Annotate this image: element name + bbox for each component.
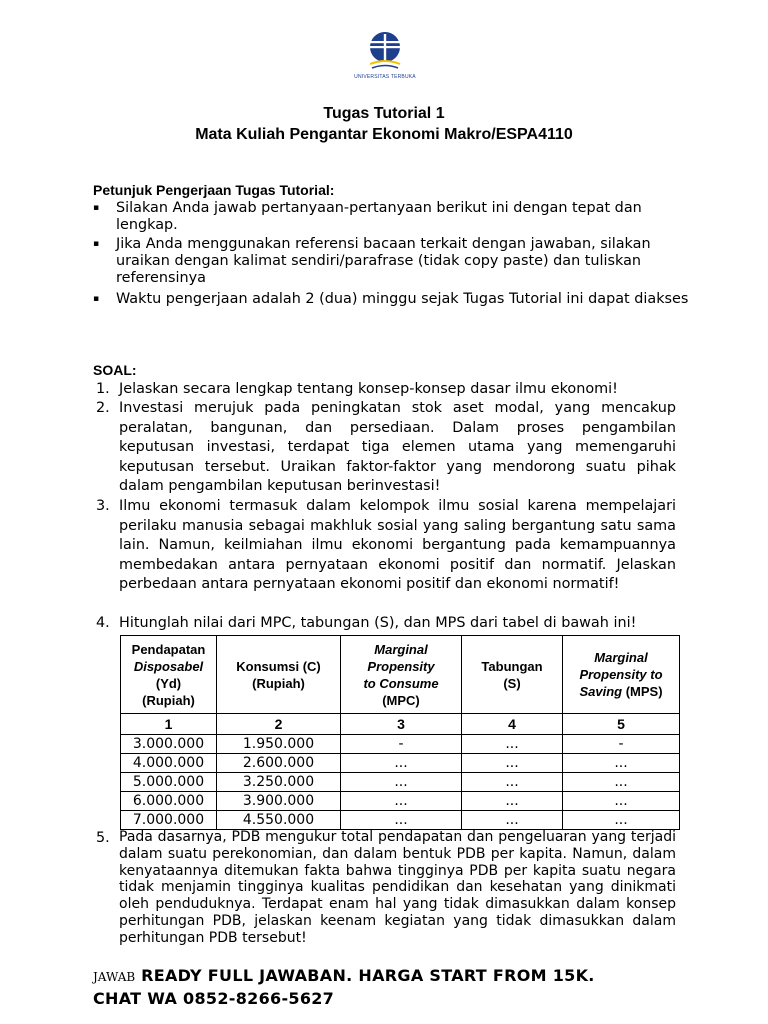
instruction-text: Silakan Anda jawab pertanyaan-pertanyaan berikut ini dengan tepat dan lengkap. — [116, 200, 642, 233]
column-number: 2 — [217, 714, 341, 735]
table-cell: ... — [462, 735, 563, 754]
header-consumption: Konsumsi (C) (Rupiah) — [217, 636, 341, 714]
footer-prefix: JAWAB — [93, 970, 136, 984]
university-emblem-icon — [352, 30, 418, 74]
table-cell: ... — [462, 754, 563, 773]
table-cell: 4.550.000 — [217, 811, 341, 830]
question-number: 3. — [96, 498, 110, 514]
header-income: Pendapatan Disposabel (Yd) (Rupiah) — [121, 636, 217, 714]
header-mpc: Marginal Propensity to Consume (MPC) — [341, 636, 462, 714]
table-cell: 2.600.000 — [217, 754, 341, 773]
table-cell: - — [341, 735, 462, 754]
table-cell: 3.900.000 — [217, 792, 341, 811]
table-row — [121, 735, 680, 754]
document-title: Tugas Tutorial 1 — [323, 105, 445, 122]
table-cell: 6.000.000 — [121, 792, 217, 811]
table-cell: ... — [563, 811, 680, 830]
table-cell: - — [563, 735, 680, 754]
footer-promo — [93, 965, 733, 1010]
footer-line1: READY FULL JAWABAN. HARGA START FROM 15K. — [141, 966, 595, 985]
table-cell: ... — [341, 811, 462, 830]
question-number: 2. — [96, 400, 110, 416]
table-cell: ... — [563, 773, 680, 792]
footer-line2: CHAT WA 0852-8266-5627 — [93, 989, 335, 1008]
table-cell: 1.950.000 — [217, 735, 341, 754]
table-cell: ... — [341, 792, 462, 811]
question-text: Pada dasarnya, PDB mengukur total pendapatan dan pengeluaran yang terjadi dalam suatu perekonomian, dan dalam bentuk PDB per kapita. Namun, dalam kenyataannya ditemukan fakta bahwa tingginya PDB per kapita suatu negara tidak menjamin tingginya kualitas pendidikan dan kesehatan yang dinikmati oleh penduduknya. Terdapat enam hal yang tidak dimasukkan dalam konsep perhitungan PDB, jelaskan keenam kegiatan yang tidak dimasukkan dalam perhitungan PDB tersebut! — [119, 829, 676, 946]
table-cell: ... — [462, 811, 563, 830]
bullet-icon: ▪ — [93, 294, 100, 304]
table-cell: ... — [563, 792, 680, 811]
soal-heading: SOAL: — [93, 362, 137, 378]
question-text: Hitunglah nilai dari MPC, tabungan (S), dan MPS dari tabel di bawah ini! — [119, 615, 637, 631]
column-number-row — [121, 714, 680, 735]
header-savings: Tabungan (S) — [462, 636, 563, 714]
column-number: 1 — [121, 714, 217, 735]
bullet-icon: ▪ — [93, 239, 100, 249]
column-number: 5 — [563, 714, 680, 735]
table-cell: 7.000.000 — [121, 811, 217, 830]
header-mps: Marginal Propensity to Saving (MPS) — [563, 636, 680, 714]
question-number: 1. — [96, 381, 110, 397]
university-logo — [352, 30, 418, 86]
table-row — [121, 811, 680, 830]
column-number: 4 — [462, 714, 563, 735]
question-number: 5. — [96, 830, 110, 846]
table-row — [121, 773, 680, 792]
instructions-heading: Petunjuk Pengerjaan Tugas Tutorial: — [93, 182, 335, 198]
question-text: Ilmu ekonomi termasuk dalam kelompok ilmu sosial karena mempelajari perilaku manusia sebagai makhluk sosial yang saling bergantung satu sama lain. Namun, keilmiahan ilmu ekonomi bergantung pada kemampuannya membedakan antara pernyataan ekonomi positif dan normatif. Jelaskan perbedaan antara pernyataan ekonomi positif dan ekonomi normatif! — [119, 498, 676, 592]
table-cell: ... — [341, 773, 462, 792]
table-row — [121, 754, 680, 773]
table-cell: 4.000.000 — [121, 754, 217, 773]
table-cell: ... — [462, 773, 563, 792]
table-cell: 3.250.000 — [217, 773, 341, 792]
bullet-icon: ▪ — [93, 203, 100, 213]
question-text: Investasi merujuk pada peningkatan stok aset modal, yang mencakup peralatan, bangunan, dan persediaan. Dalam proses pengambilan keputusan investasi, terdapat tiga elemen utama yang memengaruhi keputusan tersebut. Uraikan faktor-faktor yang mendorong suatu pihak dalam pengambilan keputusan berinvestasi! — [119, 400, 676, 494]
question-number: 4. — [96, 615, 110, 631]
logo-text: UNIVERSITAS TERBUKA — [354, 74, 416, 80]
question-text: Jelaskan secara lengkap tentang konsep-konsep dasar ilmu ekonomi! — [119, 381, 618, 397]
table-cell: ... — [341, 754, 462, 773]
table-row — [121, 792, 680, 811]
mpc-mps-table — [120, 635, 680, 830]
instruction-text: Jika Anda menggunakan referensi bacaan terkait dengan jawaban, silakan uraikan dengan kalimat sendiri/parafrase (tidak copy paste) dan tuliskan referensinya — [116, 236, 651, 286]
table-cell: ... — [563, 754, 680, 773]
table-cell: ... — [462, 792, 563, 811]
course-title: Mata Kuliah Pengantar Ekonomi Makro/ESPA4110 — [195, 126, 573, 143]
table-cell: 3.000.000 — [121, 735, 217, 754]
table-cell: 5.000.000 — [121, 773, 217, 792]
column-number: 3 — [341, 714, 462, 735]
table-header-row — [121, 636, 680, 714]
instruction-text: Waktu pengerjaan adalah 2 (dua) minggu sejak Tugas Tutorial ini dapat diakses — [116, 291, 689, 307]
